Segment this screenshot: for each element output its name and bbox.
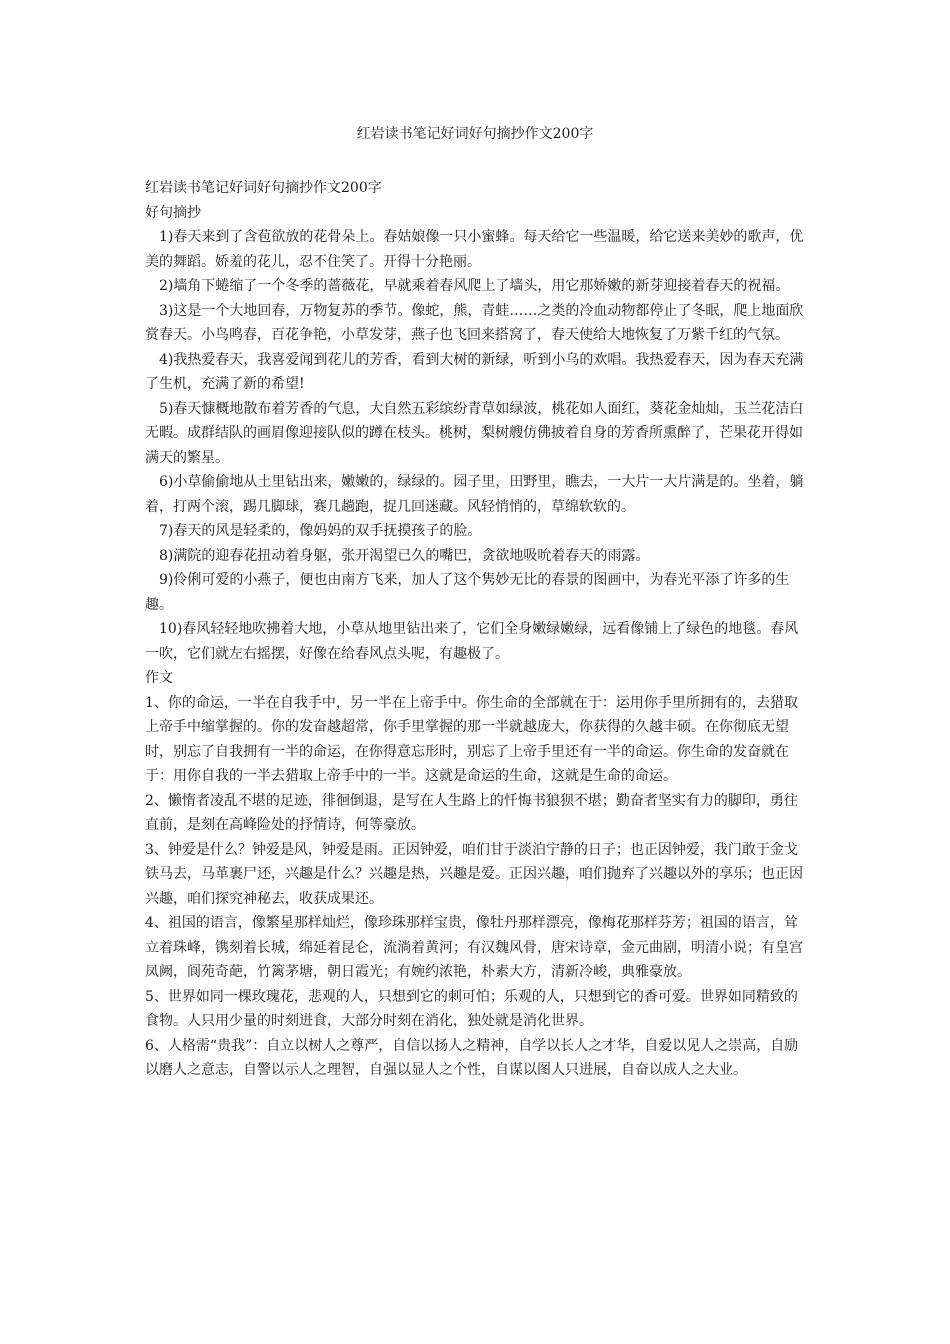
phrase-paragraph: 10)春风轻轻地吹拂着大地，小草从地里钻出来了，它们全身嫩绿嫩绿，远看像铺上了绿色的地毯。春风一吹，它们就左右摇摆，好像在给春风点头呢，有趣极了。 [145,621,799,662]
phrase-paragraph: 2)墙角下蜷缩了一个冬季的蔷薇花，早就乘着春风爬上了墙头，用它那娇嫩的新芽迎接着春天的祝福。 [159,278,790,294]
phrase-paragraph: 3)这是一个大地回春，万物复苏的季节。像蛇，熊，青蛙……之类的冷血动物都停止了冬眠，爬上地面欣赏春天。小鸟鸣春，百花争艳，小草发芽，燕子也飞回来搭窝了，春天使给大地恢复了万紫千红的气氛。 [145,302,804,343]
phrase-paragraph: 7)春天的风是轻柔的，像妈妈的双手抚摸孩子的脸。 [159,523,482,539]
document-body [145,176,809,1083]
phrase-paragraph: 4)我热爱春天，我喜爱闻到花儿的芳香，看到大树的新绿，听到小乌的欢唱。我热爱春天，因为春天充满了生机，充满了新的希望! [145,351,804,392]
section-heading-essay: 作文 [145,670,173,686]
essay-paragraph: 6、人格需“贵我”：自立以树人之尊严，自信以扬人之精神，自学以长人之才华，自爱以见人之崇高，自励以磨人之意志，自警以示人之理智，自强以显人之个性，自谋以图人只进展，自奋以成人之大业。 [145,1037,799,1078]
phrase-paragraph: 6)小草偷偷地从土里钻出来，嫩嫩的，绿绿的。园子里，田野里，瞧去，一大片一大片满是的。坐着，躺着，打两个滚，踢几脚球，赛几趟跑，捉几回迷藏。风轻悄悄的，草绵软软的。 [145,474,804,515]
essay-paragraph: 5、世界如同一棵玫瑰花，悲观的人，只想到它的刺可怕；乐观的人，只想到它的香可爱。世界如同精致的食物。人只用少量的时刻进食，大部分时刻在消化，独处就是消化世界。 [145,988,798,1029]
essay-paragraph: 1、你的命运，一半在自我手中，另一半在上帝手中。你生命的全部就在于：运用你手里所拥有的，去猎取上帝手中缩掌握的。你的发奋越超常，你手里掌握的那一半就越庞大，你获得的久越丰硕。在你彻底无望时，别忘了自我拥有一半的命运，在你得意忘形时，别忘了上帝手里还有一半的命运。你生命的发奋就在于：用你自我的一半去猎取上帝手中的一半。这就是命运的生命，这就是生命的命运。 [145,694,798,784]
phrase-paragraph: 8)满院的迎春花扭动着身躯，张开渴望已久的嘴巴，贪欲地吸吮着春天的雨露。 [159,547,650,564]
essay-paragraph: 2、懒惰者凌乱不堪的足迹，徘徊倒退，是写在人生路上的忏悔书狼狈不堪；勤奋者坚实有力的脚印，勇往直前，是刻在高峰险处的抒情诗，何等豪放。 [145,792,798,833]
phrase-paragraph: 5)春天慷概地散布着芳香的气息，大自然五彩缤纷青草如绿波，桃花如人面红，葵花金灿灿，玉兰花洁白无暇。成群结队的画眉像迎接队似的蹲在枝头。桃树，梨树艘仿佛披着自身的芳香所熏醉了，芒果花开得如满天的繁星。 [145,400,804,466]
section-heading-phrases: 好句摘抄 [145,204,201,221]
essay-paragraph: 4、祖国的语言，像繁星那样灿烂，像珍珠那样宝贵，像牡丹那样漂亮，像梅花那样芬芳；祖国的语言，耸立着珠峰，镌刻着长城，绵延着昆仑，流淌着黄河；有汉魏风骨，唐宋诗章，金元曲剧，明清小说；有皇宫凤阙，阆苑奇葩，竹篱茅塘，朝日霞光；有婉约浓艳，朴素大方，清新冷峻，典雅豪放。 [145,915,803,980]
document-subtitle: 红岩读书笔记好词好句摘抄作文200字 [145,180,382,196]
document-title: 红岩读书笔记好词好句摘抄作文200字 [356,126,594,142]
phrase-paragraph: 9)伶俐可爱的小燕子，便也由南方飞来，加人了这个隽妙无比的春景的图画中，为春光平添了许多的生趣。 [145,572,790,613]
essay-paragraph: 3、钟爱是什么？钟爱是风，钟爱是雨。正因钟爱，咱们甘于淡泊宁静的日子；也正因钟爱，我门敢于金戈铁马去，马革裹尸还，兴趣是什么？兴趣是热，兴趣是爱。正因兴趣，咱们抛弃了兴趣以外的享乐；也正因兴趣，咱们探究神秘去，收获成果还。 [145,841,803,907]
phrase-paragraph: 1)春天来到了含苞欲放的花骨朵上。春姑娘像一只小蜜蜂。每天给它一些温暖，给它送来美妙的歌声，优美的舞蹈。娇羞的花儿，忍不住笑了。开得十分艳丽。 [145,229,804,270]
